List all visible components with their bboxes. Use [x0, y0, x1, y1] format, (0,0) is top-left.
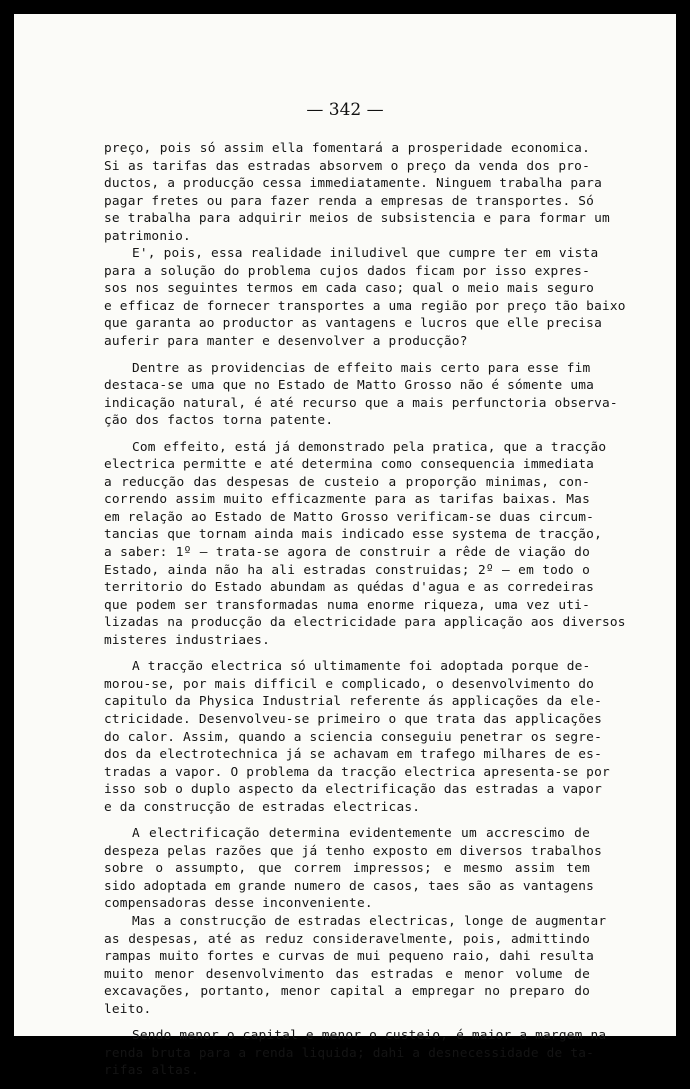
paragraph	[104, 658, 610, 816]
text-line: ção dos factos torna patente.	[104, 413, 334, 429]
text-line: sido adoptada em grande numero de casos, taes são as vantagens	[104, 878, 595, 894]
text-line: muito menor desenvolvimento das estradas e menor volume de	[104, 966, 590, 982]
text-line: sobre o assumpto, que correm impressos; e mesmo assim tem	[104, 861, 590, 877]
text-line: compensadoras desse inconveniente.	[104, 896, 373, 912]
text-line: territorio do Estado abundam as quédas d'agua e as corredeiras	[104, 580, 595, 596]
text-line: indicação natural, é até recurso que a mais perfunctoria observa-	[104, 395, 618, 411]
text-line: que podem ser transformadas numa enorme riqueza, uma vez uti-	[104, 597, 590, 613]
text-line: e da construcção de estradas electricas.	[104, 799, 421, 815]
body-text	[104, 140, 626, 1089]
text-line: A tracção electrica só ultimamente foi adoptada porque de-	[132, 659, 591, 675]
text-line: ctricidade. Desenvolveu-se primeiro o que trata das applicações	[104, 711, 602, 727]
text-line: electrica permitte e até determina como consequencia immediata	[104, 457, 595, 473]
text-line: em relação ao Estado de Matto Grosso verificam-se duas circum-	[104, 509, 595, 525]
text-line: sos nos seguintes termos em cada caso; qual o meio mais seguro	[104, 281, 595, 297]
text-line: Estado, ainda não ha ali estradas construidas; 2º — em todo o	[104, 562, 590, 578]
text-line: Dentre as providencias de effeito mais certo para esse fim	[132, 360, 591, 376]
text-line: lizadas na producção da electricidade para applicação aos diversos	[104, 615, 626, 631]
text-line: E', pois, essa realidade iniludivel que cumpre ter em vista	[132, 246, 599, 262]
text-line: Mas a construcção de estradas electricas, longe de augmentar	[132, 913, 607, 929]
paragraph	[104, 825, 607, 1018]
paragraph	[104, 140, 626, 351]
text-line: a saber: 1º — trata-se agora de construir a rêde de viação do	[104, 545, 590, 561]
text-line: destaca-se uma que no Estado de Matto Grosso não é sómente uma	[104, 378, 595, 394]
text-line: que garanta ao productor as vantagens e lucros que elle precisa	[104, 316, 602, 332]
text-line: tancias que tornam ainda mais indicado esse systema de tracção,	[104, 527, 602, 543]
text-line: capitulo da Physica Industrial referente ás applicações da ele-	[104, 694, 602, 710]
text-line: do calor. Assim, quando a sciencia conseguiu penetrar os segre-	[104, 729, 602, 745]
text-line: misteres industriaes.	[104, 632, 270, 648]
text-line: patrimonio.	[104, 228, 191, 244]
text-line: Com effeito, está já demonstrado pela pratica, que a tracção	[132, 439, 607, 455]
text-line: a reducção das despesas de custeio a proporção minimas, con-	[104, 474, 590, 490]
text-line: excavações, portanto, menor capital a empregar no preparo do	[104, 984, 590, 1000]
paragraph	[104, 439, 626, 650]
text-line: leito.	[104, 1001, 152, 1017]
text-line: correndo assim muito efficazmente para as tarifas baixas. Mas	[104, 492, 590, 508]
text-line: morou-se, por mais difficil e complicado, o desenvolvimento do	[104, 676, 595, 692]
text-line: preço, pois só assim ella fomentará a prosperidade economica.	[104, 141, 590, 156]
text-line: e efficaz de fornecer transportes a uma região por preço tão baixo	[104, 298, 626, 314]
text-line: dos da electrotechnica já se achavam em trafego milhares de es-	[104, 747, 602, 763]
text-line: A electrificação determina evidentemente um accrescimo de	[132, 826, 590, 842]
text-line: rifas altas.	[104, 1063, 199, 1079]
text-line: renda bruta para a renda liquida; dahi a desnecessidade de ta-	[104, 1045, 595, 1061]
text-line: pagar fretes ou para fazer renda a empresas de transportes. Só	[104, 193, 595, 209]
text-line: Sendo menor o capital e menor o custeio, é maior a margem na	[132, 1028, 607, 1044]
text-line: ductos, a producção cessa immediatamente. Ninguem trabalha para	[104, 176, 602, 192]
book-page	[14, 14, 676, 1079]
text-line: despeza pelas razões que já tenho exposto em diversos trabalhos	[104, 843, 602, 859]
text-line: as despesas, até as reduz consideravelmente, pois, admittindo	[104, 931, 590, 947]
text-line: para a solução do problema cujos dados ficam por isso expres-	[104, 263, 590, 279]
text-line: auferir para manter e desenvolver a producção?	[104, 334, 468, 350]
text-line: rampas muito fortes e curvas de mui pequeno raio, dahi resulta	[104, 949, 595, 965]
paragraph	[104, 360, 618, 430]
text-line: isso sob o duplo aspecto da electrificação das estradas a vapor	[104, 782, 602, 798]
text-line: Si as tarifas das estradas absorvem o preço da venda dos pro-	[104, 158, 590, 174]
paragraph	[104, 1027, 607, 1080]
text-line: tradas a vapor. O problema da tracção electrica apresenta-se por	[104, 764, 610, 780]
text-line: se trabalha para adquirir meios de subsistencia e para formar um	[104, 211, 610, 227]
page-number: — 342 —	[306, 100, 384, 120]
